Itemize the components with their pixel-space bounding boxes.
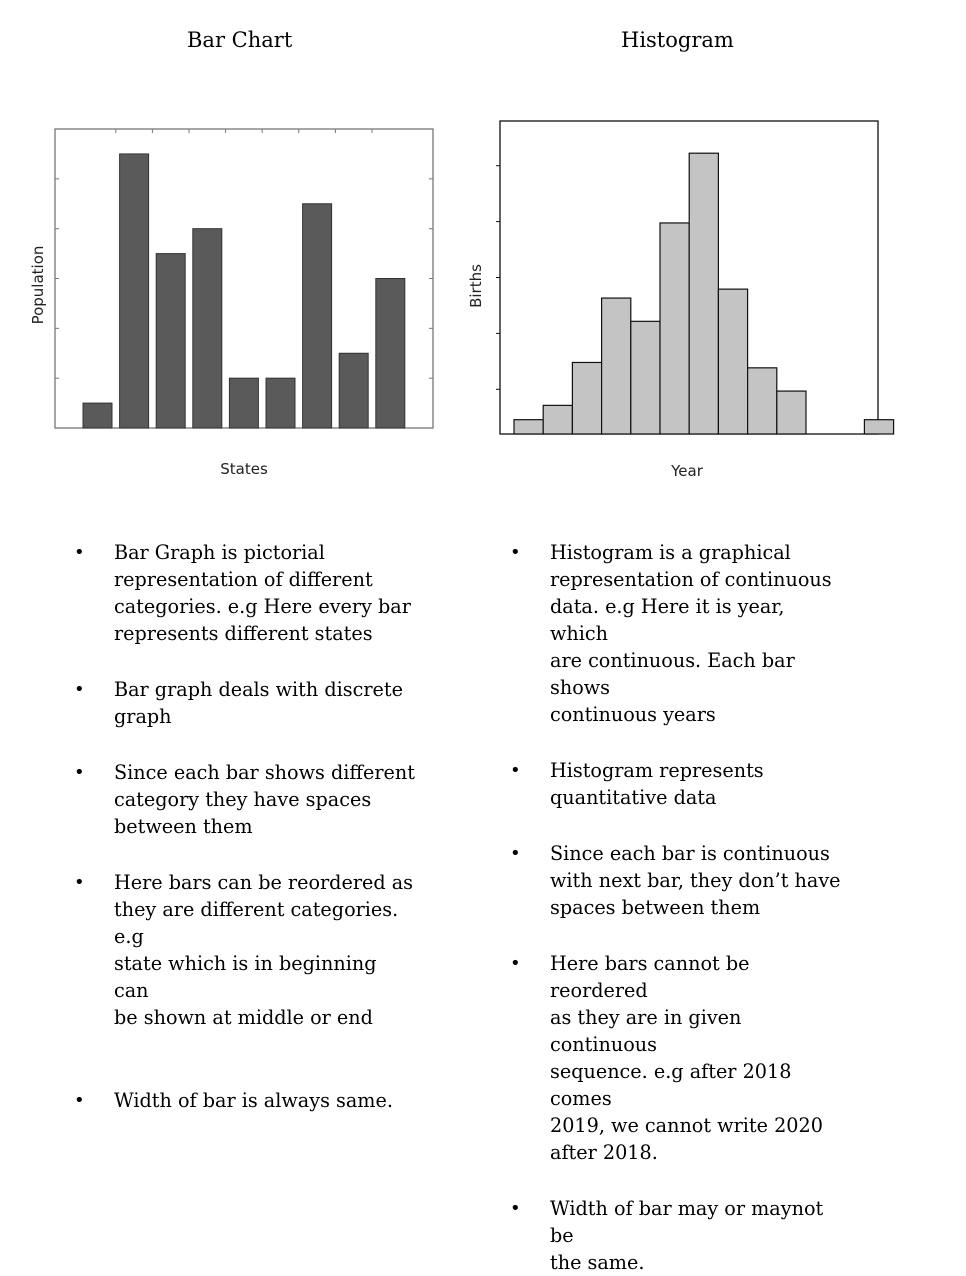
bar-chart-notes — [75, 539, 415, 1114]
histogram-note: • Histogram represents quantitative data — [511, 757, 846, 811]
histogram-y-label: Births — [467, 264, 485, 308]
histogram-note: • Since each bar is continuous with next bar, they don’t have spaces between them — [511, 840, 846, 921]
bar — [266, 378, 295, 428]
bar-note: • Width of bar is always same. — [75, 1087, 415, 1114]
histogram — [467, 121, 894, 480]
histogram-bar — [718, 289, 747, 434]
histogram-bar — [689, 153, 718, 434]
bar — [303, 204, 332, 428]
bar — [339, 353, 368, 428]
bar-chart — [29, 129, 433, 478]
bar-chart-y-label: Population — [29, 245, 47, 325]
histogram-note: • Width of bar may or maynot be the same. — [511, 1195, 846, 1276]
histogram-bar — [864, 420, 893, 434]
bar — [156, 254, 185, 428]
bar — [83, 403, 112, 428]
histogram-note: • Histogram is a graphical representation of continuous data. e.g Here it is year, which are continuous. Each bar shows continuous years — [511, 539, 846, 728]
bar — [193, 229, 222, 428]
histogram-note: • Here bars cannot be reordered as they are in given continuous sequence. e.g after 2018 comes 2019, we cannot write 2020 after 2018. — [511, 950, 846, 1166]
bar-note: • Bar Graph is pictorial representation of different categories. e.g Here every bar represents different states — [75, 539, 415, 647]
histogram-bar — [660, 223, 689, 434]
bar-note: • Bar graph deals with discrete graph — [75, 676, 415, 730]
bar — [229, 378, 258, 428]
histogram-bar — [777, 391, 806, 434]
histogram-x-label: Year — [671, 462, 703, 480]
bar — [120, 154, 149, 428]
histogram-notes — [511, 539, 846, 1276]
histogram-title: Histogram — [621, 28, 734, 52]
bar — [376, 279, 405, 429]
bar-note: • Since each bar shows different category they have spaces between them — [75, 759, 415, 840]
bar-chart-x-label: States — [220, 460, 268, 478]
histogram-bar — [631, 321, 660, 434]
histogram-bar — [748, 368, 777, 434]
histogram-bar — [572, 362, 601, 434]
histogram-bar — [543, 405, 572, 434]
bar-note: • Here bars can be reordered as they are different categories. e.g state which is in beginning can be shown at middle or end — [75, 869, 415, 1031]
histogram-bar — [514, 420, 543, 434]
charts-canvas — [0, 0, 966, 500]
bar-chart-title: Bar Chart — [187, 28, 293, 52]
histogram-bar — [602, 298, 631, 434]
